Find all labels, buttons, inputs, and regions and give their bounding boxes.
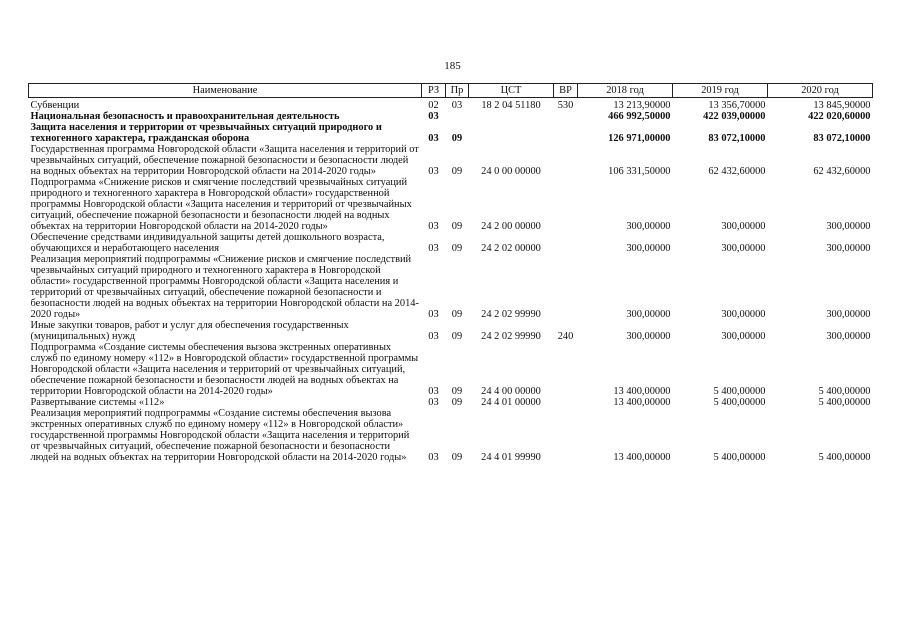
row-pr: 09 [451,386,463,397]
row-2019: 300,00000 [721,221,766,232]
table-row [29,144,873,177]
row-pr: 09 [451,133,463,144]
row-vr [554,342,578,397]
row-rz: 03 [428,386,439,397]
row-rz: 02 [428,100,439,111]
row-vr [554,122,578,144]
row-cst: 24 2 02 99990 [481,331,541,342]
row-rz: 03 [428,221,439,232]
row-2018: 13 213,90000 [613,100,671,111]
row-2020: 300,00000 [826,243,871,254]
row-rz: 03 [428,452,439,463]
row-2020: 5 400,00000 [818,397,871,408]
row-2020: 422 020,60000 [808,111,871,122]
row-2018: 13 400,00000 [613,452,671,463]
row-2018: 13 400,00000 [613,386,671,397]
table-body [29,98,873,464]
header-2020: 2020 год [768,84,873,98]
row-name: Реализация мероприятий подпрограммы «Создание системы обеспечения вызова экстренных оперативных служб по единому номеру «112» в Новгородской области» государственной программы Новгородской области «Защита населения и территорий от чрезвычайных ситуаций, обеспечение пожарной безопасности и безопасности людей на водных объектах на территории Новгородской области на 2014-2020 годы» [30,408,410,463]
header-2018: 2018 год [578,84,673,98]
table-row [29,122,873,144]
header-cst: ЦСТ [469,84,554,98]
row-rz: 03 [428,243,439,254]
row-rz: 03 [428,397,439,408]
row-2018: 300,00000 [626,309,671,320]
header-pr: Пр [446,84,469,98]
row-2019: 13 356,70000 [708,100,766,111]
row-2020: 5 400,00000 [818,386,871,397]
table-row [29,342,873,397]
row-pr: 09 [451,397,463,408]
row-rz: 03 [428,331,439,342]
row-2019: 5 400,00000 [713,386,766,397]
row-rz: 03 [428,309,439,320]
row-rz: 03 [428,166,439,177]
row-vr [554,408,578,463]
table-header [29,84,873,98]
table-row [29,397,873,408]
row-name: Реализация мероприятий подпрограммы «Снижение рисков и смягчение последствий чрезвычайных ситуаций природного и техногенного характера в Новгородской области» государственной программы Новгородской области «Защита населения и территорий от чрезвычайных ситуаций, обеспечение пожарной безопасности и безопасности людей на водных объектах на территории Новгородской области на 2014-2020 годы» [30,254,419,320]
row-2020: 62 432,60000 [813,166,871,177]
table-row [29,408,873,463]
page-number: 185 [444,60,461,72]
row-pr [446,111,469,122]
row-2018: 13 400,00000 [613,397,671,408]
row-vr [554,177,578,232]
row-name: Подпрограмма «Создание системы обеспечения вызова экстренных оперативных служб по единому номеру «112» в Новгородской области» государственной программы Новгородской области «Защита населения и территорий от чрезвычайных ситуаций, обеспечение пожарной безопасности и безопасности людей на водных объектах на территории Новгородской области на 2014-2020 годы» [30,342,419,397]
header-name: Наименование [29,84,422,98]
row-cst: 24 4 01 99990 [481,452,541,463]
row-2019: 300,00000 [721,243,766,254]
row-2019: 300,00000 [721,331,766,342]
row-cst: 24 4 01 00000 [481,397,541,408]
table-row [29,320,873,342]
row-vr: 530 [557,100,574,111]
row-vr [554,232,578,254]
row-pr: 03 [451,100,463,111]
row-pr: 09 [451,309,463,320]
row-name: Защита населения и территории от чрезвычайных ситуаций природного и техногенного характера, гражданская оборона [30,122,382,144]
row-vr [554,144,578,177]
row-2020: 5 400,00000 [818,452,871,463]
row-name: Национальная безопасность и правоохранительная деятельность [30,111,340,122]
row-2018: 300,00000 [626,221,671,232]
row-2019: 5 400,00000 [713,397,766,408]
row-pr: 09 [451,331,463,342]
row-2019: 300,00000 [721,309,766,320]
row-2019: 83 072,10000 [708,133,766,144]
budget-table [28,83,873,463]
table-row [29,177,873,232]
row-cst: 24 2 02 00000 [481,243,541,254]
table-row [29,98,873,112]
row-name: Иные закупки товаров, работ и услуг для обеспечения государственных (муниципальных) нужд [30,320,349,342]
row-2019: 422 039,00000 [703,111,766,122]
header-rz: РЗ [422,84,446,98]
row-cst: 24 2 00 00000 [481,221,541,232]
row-cst [469,122,554,144]
row-cst: 24 0 00 00000 [481,166,541,177]
row-2019: 5 400,00000 [713,452,766,463]
row-2020: 83 072,10000 [813,133,871,144]
row-2018: 300,00000 [626,331,671,342]
row-2020: 300,00000 [826,221,871,232]
row-rz: 03 [428,133,439,144]
row-name: Развертывание системы «112» [30,397,165,408]
row-vr [554,111,578,122]
row-2018: 106 331,50000 [608,166,671,177]
row-2020: 300,00000 [826,309,871,320]
row-pr: 09 [451,166,463,177]
row-pr: 09 [451,243,463,254]
row-name: Государственная программа Новгородской области «Защита населения и территорий от чрезвычайных ситуаций, обеспечение пожарной безопасности и безопасности людей на водных объектах на территории Новгородской области на 2014-2020 годы» [30,144,419,177]
row-name: Обеспечение средствами индивидуальной защиты детей дошкольного возраста, обучающихся и неработающего населения [30,232,385,254]
row-2018: 300,00000 [626,243,671,254]
row-2019: 62 432,60000 [708,166,766,177]
row-vr: 240 [557,331,574,342]
row-vr [554,397,578,408]
row-rz: 03 [428,111,439,122]
header-2019: 2019 год [673,84,768,98]
row-name: Подпрограмма «Снижение рисков и смягчение последствий чрезвычайных ситуаций природного и техногенного характера в Новгородской области» государственной программы Новгородской области «Защита населения и территорий от чрезвычайных ситуаций, обеспечение пожарной безопасности и безопасности людей на водных объектах на территории Новгородской области на 2014-2020 годы» [30,177,412,232]
row-cst: 24 4 00 00000 [481,386,541,397]
table-row [29,254,873,320]
row-cst: 18 2 04 51180 [481,100,541,111]
row-name: Субвенции [30,100,80,111]
table-row [29,232,873,254]
row-pr: 09 [451,221,463,232]
row-pr: 09 [451,452,463,463]
header-vr: ВР [554,84,578,98]
row-2018: 466 992,50000 [608,111,671,122]
row-vr [554,254,578,320]
row-cst: 24 2 02 99990 [481,309,541,320]
row-2020: 13 845,90000 [813,100,871,111]
row-cst [469,111,554,122]
table-row [29,111,873,122]
row-2020: 300,00000 [826,331,871,342]
row-2018: 126 971,00000 [608,133,671,144]
